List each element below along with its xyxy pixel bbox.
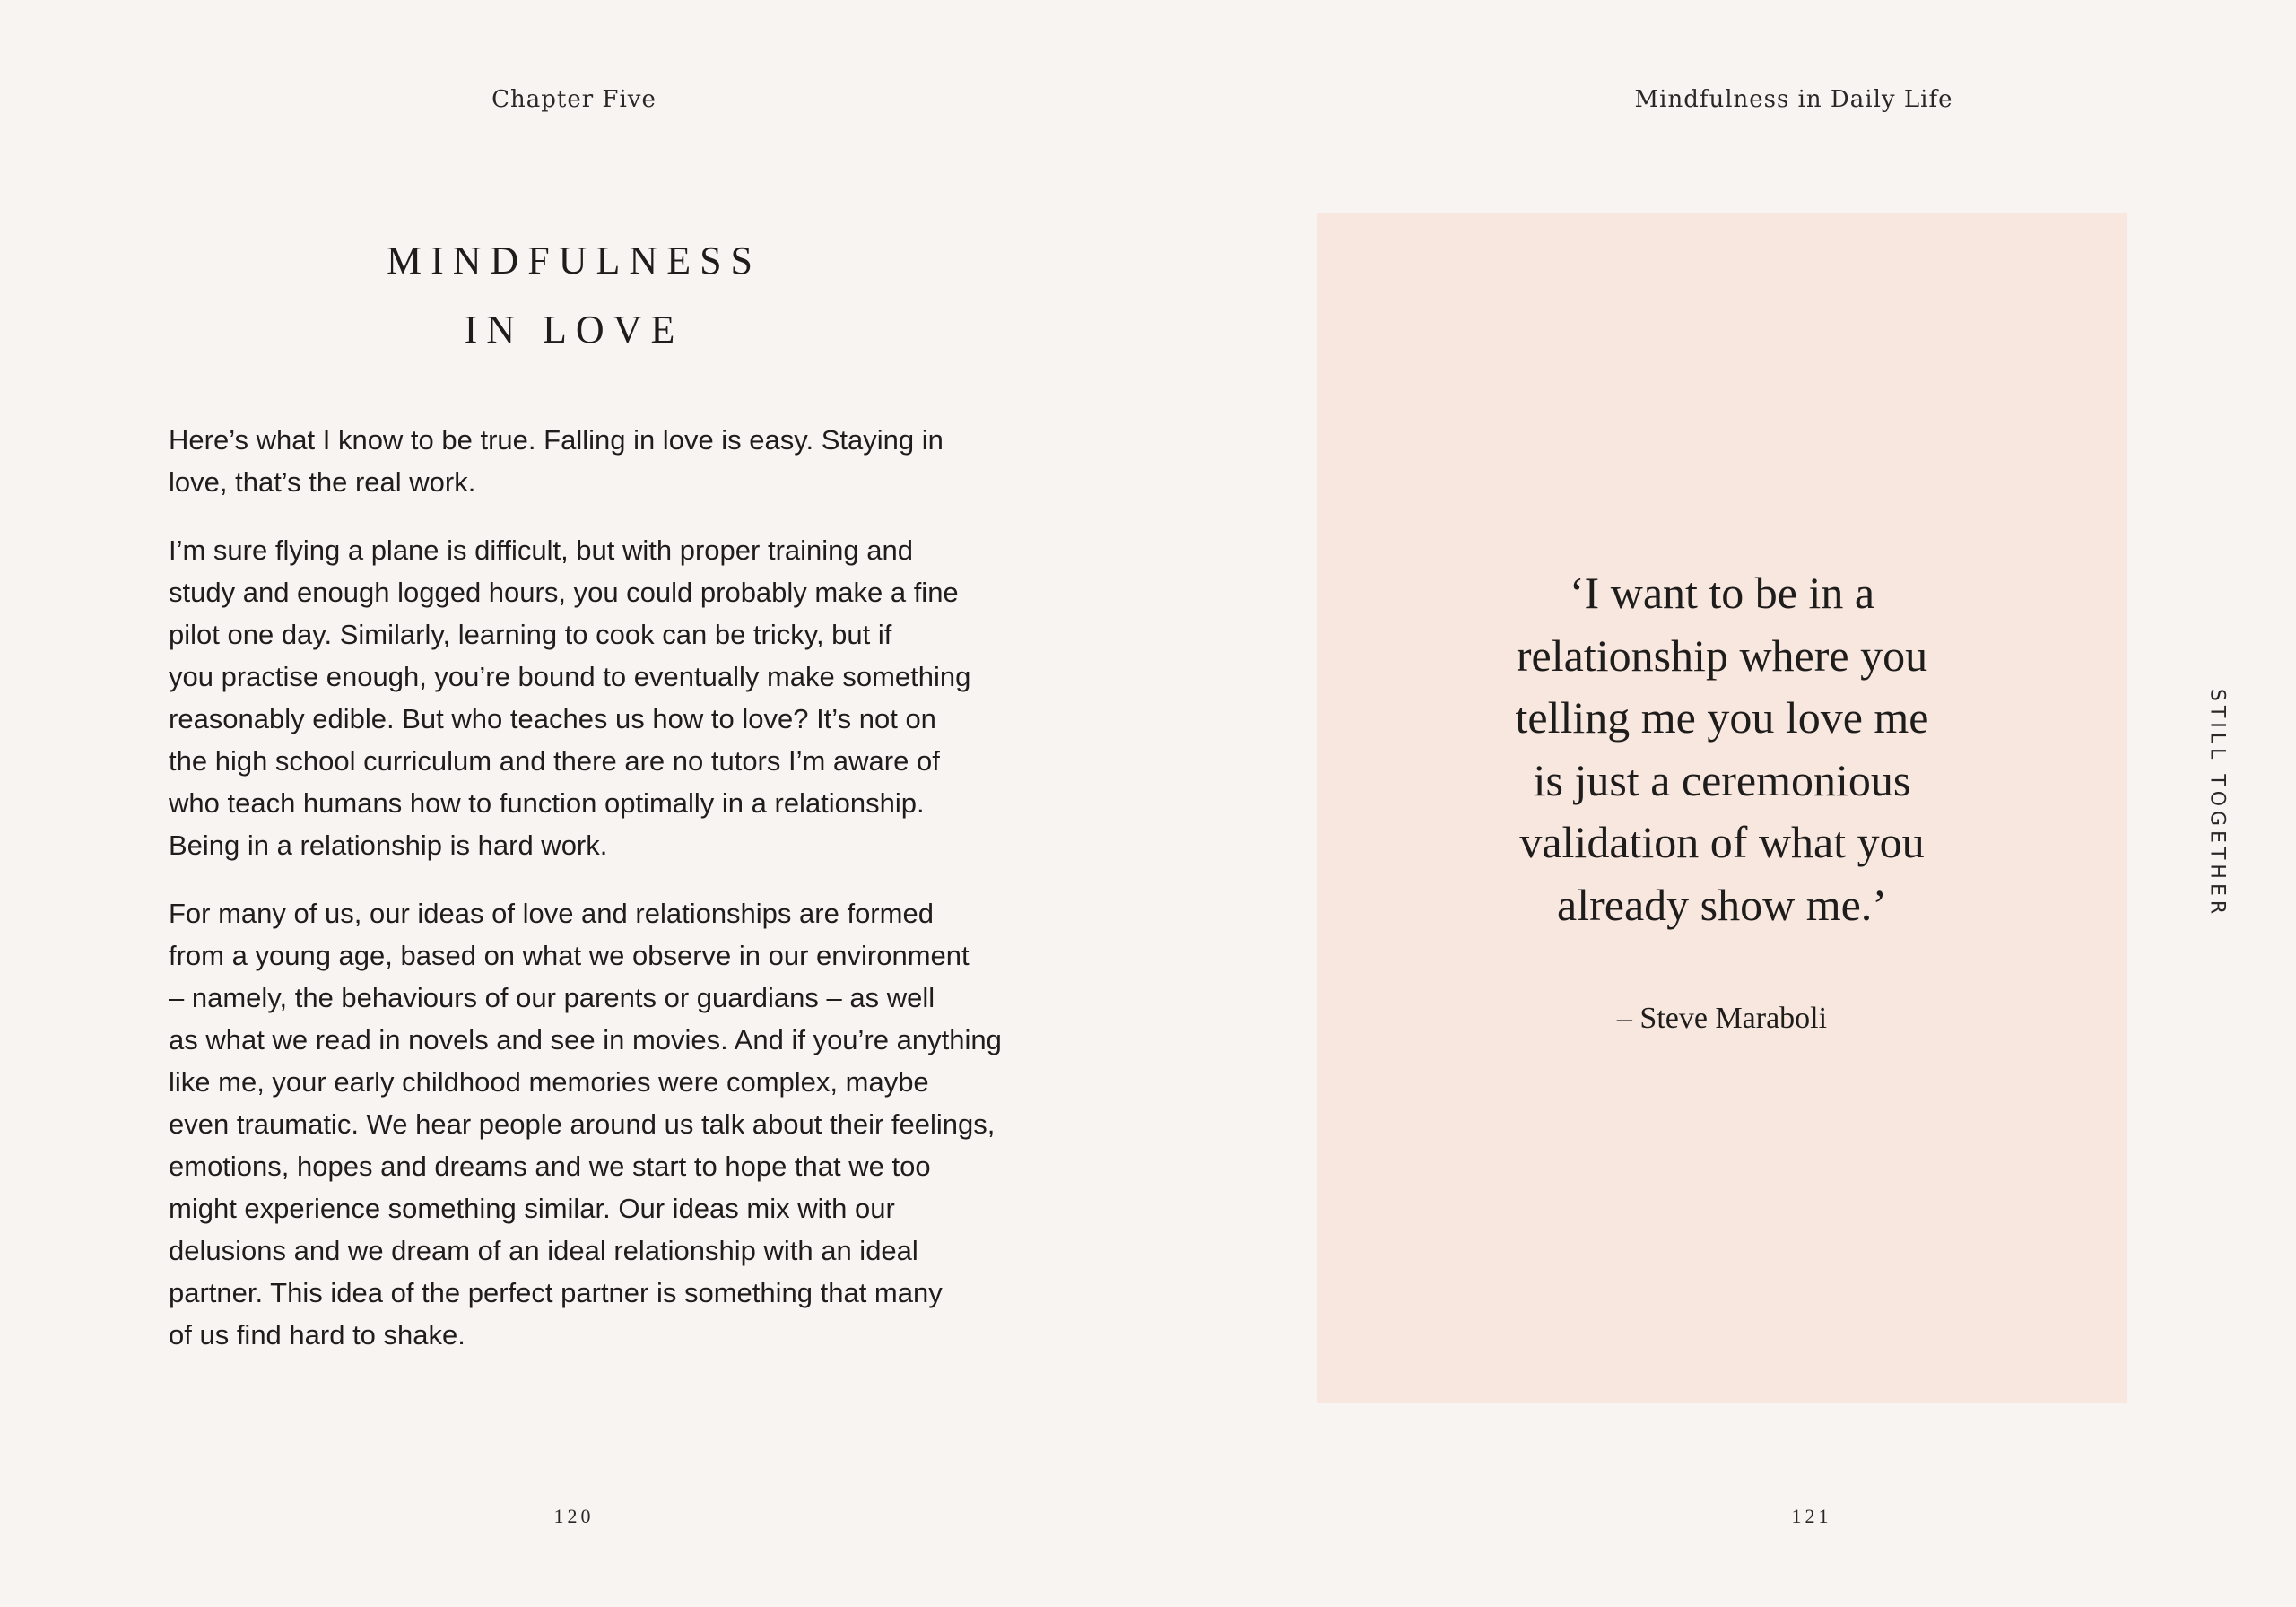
right-page	[1148, 0, 2296, 1607]
text-line: as what we read in novels and see in movies. And if you’re anything	[169, 1024, 1002, 1055]
text-line: you practise enough, you’re bound to eventually make something	[169, 661, 971, 692]
side-tab-label: STILL TOGETHER	[2205, 688, 2229, 919]
page-number-left: 120	[553, 1505, 595, 1527]
text-line: Being in a relationship is hard work.	[169, 830, 608, 861]
quote-line: validation of what you	[1519, 817, 1925, 867]
paragraph	[169, 892, 1002, 1356]
text-line: even traumatic. We hear people around us talk about their feelings,	[169, 1108, 996, 1140]
quote-line: ‘I want to be in a	[1569, 568, 1875, 618]
text-line: I’m sure flying a plane is difficult, but with proper training and	[169, 534, 913, 566]
text-line: love, that’s the real work.	[169, 466, 476, 498]
quote-box	[1317, 213, 2127, 1403]
chapter-title-line: IN LOVE	[464, 308, 684, 352]
pull-quote	[1317, 562, 2127, 936]
text-line: study and enough logged hours, you could probably make a fine	[169, 577, 959, 608]
text-line: delusions and we dream of an ideal relationship with an ideal	[169, 1235, 918, 1266]
text-line: partner. This idea of the perfect partner is something that many	[169, 1277, 943, 1308]
running-head-left: Chapter Five	[491, 86, 657, 113]
paragraph	[169, 419, 979, 503]
text-line: – namely, the behaviours of our parents or guardians – as well	[169, 982, 935, 1013]
quote-author: – Steve Maraboli	[1616, 1002, 1828, 1035]
running-head-right: Mindfulness in Daily Life	[1634, 86, 1953, 113]
chapter-title	[169, 226, 979, 364]
quote-line: already show me.’	[1557, 879, 1887, 930]
text-line: might experience something similar. Our ideas mix with our	[169, 1193, 895, 1224]
text-line: For many of us, our ideas of love and relationships are formed	[169, 898, 934, 929]
body-text	[169, 419, 1002, 1382]
text-line: of us find hard to shake.	[169, 1319, 465, 1351]
text-line: like me, your early childhood memories were complex, maybe	[169, 1066, 929, 1098]
text-line: the high school curriculum and there are no tutors I’m aware of	[169, 745, 940, 777]
quote-line: relationship where you	[1516, 630, 1928, 681]
page-number-right: 121	[1791, 1505, 1832, 1527]
paragraph	[169, 529, 979, 866]
text-line: Here’s what I know to be true. Falling in love is easy. Staying in	[169, 424, 944, 456]
text-line: from a young age, based on what we observe in our environment	[169, 940, 970, 971]
text-line: pilot one day. Similarly, learning to cook can be tricky, but if	[169, 619, 892, 650]
quote-line: is just a ceremonious	[1533, 754, 1911, 805]
text-line: emotions, hopes and dreams and we start to hope that we too	[169, 1151, 931, 1182]
text-line: who teach humans how to function optimally in a relationship.	[169, 787, 925, 819]
text-line: reasonably edible. But who teaches us how to love? It’s not on	[169, 703, 936, 734]
chapter-title-line: MINDFULNESS	[386, 239, 762, 282]
quote-line: telling me you love me	[1515, 692, 1929, 743]
